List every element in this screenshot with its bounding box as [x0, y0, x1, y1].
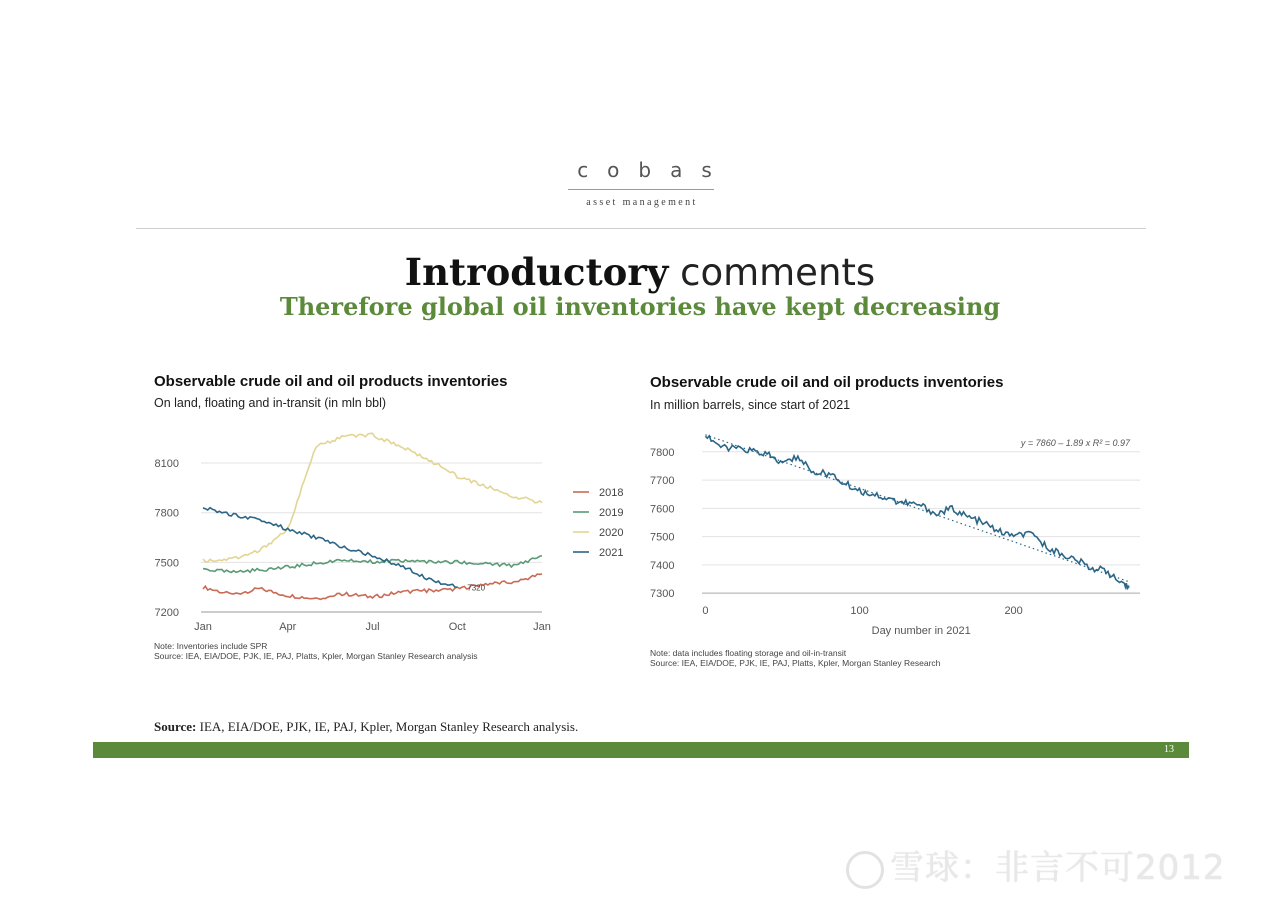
slide-source: [154, 719, 578, 735]
chart1-legend-label: 2020: [599, 527, 624, 539]
chart1-note-text: Note: Inventories include SPR: [154, 641, 268, 651]
logo-divider: [568, 189, 714, 190]
logo-subtitle: asset management: [586, 197, 698, 208]
chart1-x-tick-label: Apr: [279, 621, 297, 633]
chart2-note: [650, 648, 940, 668]
slide-title-light: comments: [680, 251, 876, 294]
chart1-series-line-2021: [203, 508, 457, 588]
chart1-legend-label: 2019: [599, 507, 624, 519]
chart2-trendline-label: y = 7860 – 1.89 x R² = 0.97: [1020, 438, 1130, 448]
chart1-note: [154, 641, 477, 661]
chart2-note-text: Note: data includes floating storage and oil-in-transit: [650, 648, 847, 658]
chart2-y-tick-label: 7300: [650, 588, 675, 601]
slide-title-bold: Introductory: [404, 250, 669, 294]
chart1-series-line-2020: [203, 433, 542, 562]
chart1-y-tick-label: 7800: [154, 507, 179, 520]
chart1-series-line-2019: [203, 556, 542, 573]
watermark: [846, 840, 1226, 889]
chart2-source-text: Source: IEA, EIA/DOE, PJK, IE, PAJ, Platts, Kpler, Morgan Stanley Research: [650, 658, 941, 668]
source-text: IEA, EIA/DOE, PJK, IE, PAJ, Kpler, Morgan Stanley Research analysis.: [199, 719, 579, 734]
chart2-x-tick-label: 200: [1004, 605, 1023, 617]
chart2-plot: [640, 420, 1150, 642]
chart1-y-tick-label: 7200: [154, 607, 179, 619]
chart2-y-tick-label: 7500: [650, 531, 675, 544]
chart1-x-tick-label: Jul: [365, 621, 380, 633]
chart1-source-text: Source: IEA, EIA/DOE, PJK, IE, PAJ, Platts, Kpler, Morgan Stanley Research analysis: [154, 651, 478, 661]
header-rule: [136, 228, 1146, 229]
chart1-x-tick-label: Jan: [533, 621, 551, 633]
chart1-title: Observable crude oil and oil products inventories: [154, 373, 508, 390]
chart1-subtitle: On land, floating and in-transit (in mln bbl): [154, 396, 387, 410]
footer-bar: [93, 742, 1189, 758]
chart1-x-tick-label: Oct: [448, 621, 466, 633]
chart2-x-tick-label: 0: [702, 605, 709, 617]
chart2-y-tick-label: 7800: [650, 446, 675, 459]
slide-title: [0, 250, 1280, 295]
page-number: 13: [1164, 744, 1174, 755]
chart2-x-axis-label: Day number in 2021: [871, 625, 971, 637]
source-label: Source:: [154, 719, 197, 734]
chart2-subtitle: In million barrels, since start of 2021: [650, 398, 851, 412]
chart2-x-tick-label: 100: [850, 605, 869, 617]
watermark-text: 雪球：非言不可2012: [890, 848, 1226, 888]
slide-subtitle: Therefore global oil inventories have kept decreasing: [279, 292, 1001, 321]
chart1-x-tick-label: Jan: [194, 621, 212, 633]
chart2-title: Observable crude oil and oil products inventories: [650, 374, 1004, 391]
chart1-legend-label: 2021: [599, 547, 624, 559]
chart1-annotation: 7320: [467, 583, 486, 593]
chart1-y-tick-label: 7500: [154, 557, 179, 570]
chart1-plot: [145, 420, 645, 640]
chart2-y-tick-label: 7600: [650, 503, 675, 516]
chart1-series-line-2018: [203, 574, 542, 599]
chart2-series-line: [705, 436, 1129, 590]
chart2-y-tick-label: 7400: [650, 559, 675, 572]
snowball-logo-icon: [846, 851, 884, 889]
chart1-y-tick-label: 8100: [154, 458, 179, 471]
chart2-y-tick-label: 7700: [650, 475, 675, 488]
chart1-legend-label: 2018: [599, 487, 624, 499]
logo-wordmark: cobas: [577, 158, 731, 182]
